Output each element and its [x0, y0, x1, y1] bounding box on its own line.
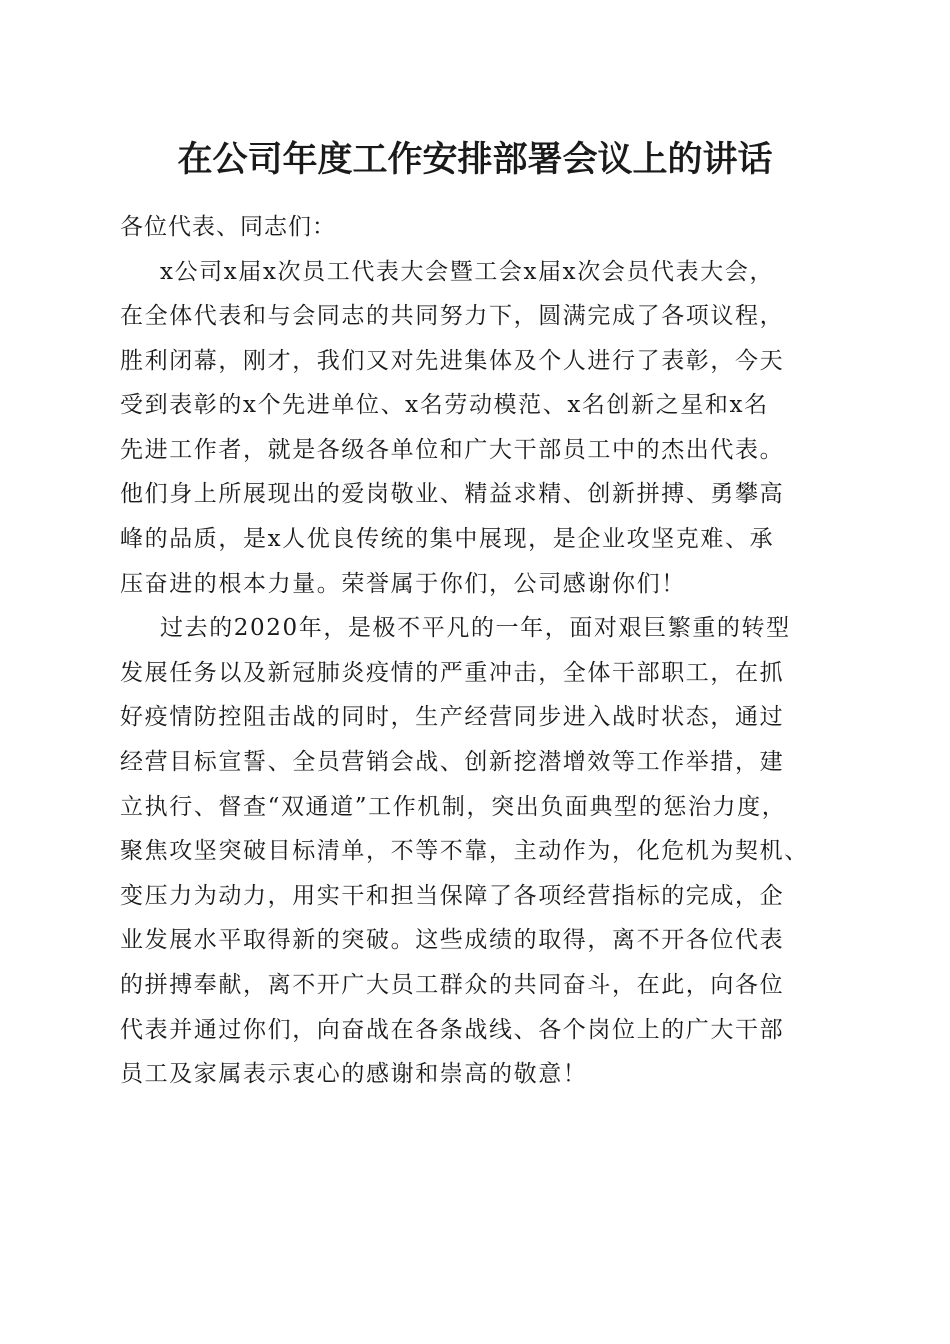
- document-title: 在公司年度工作安排部署会议上的讲话: [177, 139, 773, 180]
- paragraph-line: 代表并通过你们，向奋战在各条战线、各个岗位上的广大干部: [120, 1016, 785, 1043]
- paragraph-2: [120, 606, 840, 1097]
- paragraph-line: 压奋进的根本力量。荣誉属于你们，公司感谢你们！: [120, 570, 686, 597]
- document-body: [120, 205, 840, 1097]
- paragraph-line: 业发展水平取得新的突破。这些成绩的取得，离不开各位代表: [120, 927, 785, 954]
- paragraph-line: 员工及家属表示衷心的感谢和崇高的敬意！: [120, 1061, 588, 1088]
- paragraph-line: 经营目标宣誓、全员营销会战、创新挖潜增效等工作举措，建: [120, 749, 785, 776]
- paragraph-line: 胜利闭幕，刚才，我们又对先进集体及个人进行了表彰，今天: [120, 347, 785, 374]
- paragraph-line: 先进工作者，就是各级各单位和广大干部员工中的杰出代表。: [120, 436, 785, 463]
- paragraph-line: x公司x届x次员工代表大会暨工会x届x次会员代表大会，: [160, 258, 775, 285]
- paragraph-line: 在全体代表和与会同志的共同努力下，圆满完成了各项议程，: [120, 303, 785, 330]
- paragraph-line: 发展任务以及新冠肺炎疫情的严重冲击，全体干部职工，在抓: [120, 659, 785, 686]
- paragraph-line: 过去的2020年，是极不平凡的一年，面对艰巨繁重的转型: [160, 615, 791, 642]
- paragraph-line: 峰的品质，是x人优良传统的集中展现，是企业攻坚克难、承: [120, 526, 775, 553]
- paragraph-line: 他们身上所展现出的爱岗敬业、精益求精、创新拼搏、勇攀高: [120, 481, 785, 508]
- paragraph-line: 聚焦攻坚突破目标清单，不等不靠，主动作为，化危机为契机、: [120, 838, 809, 865]
- salutation: 各位代表、同志们：: [120, 214, 336, 240]
- paragraph-line: 好疫情防控阻击战的同时，生产经营同步进入战时状态，通过: [120, 704, 785, 731]
- paragraph-line: 变压力为动力，用实干和担当保障了各项经营指标的完成，企: [120, 882, 785, 909]
- paragraph-1: [120, 250, 840, 607]
- paragraph-line: 的拼搏奉献，离不开广大员工群众的共同奋斗，在此，向各位: [120, 972, 785, 998]
- paragraph-line: 立执行、督查“双通道”工作机制，突出负面典型的惩治力度，: [120, 793, 787, 820]
- paragraph-line: 受到表彰的x个先进单位、x名劳动模范、x名创新之星和x名: [120, 392, 769, 419]
